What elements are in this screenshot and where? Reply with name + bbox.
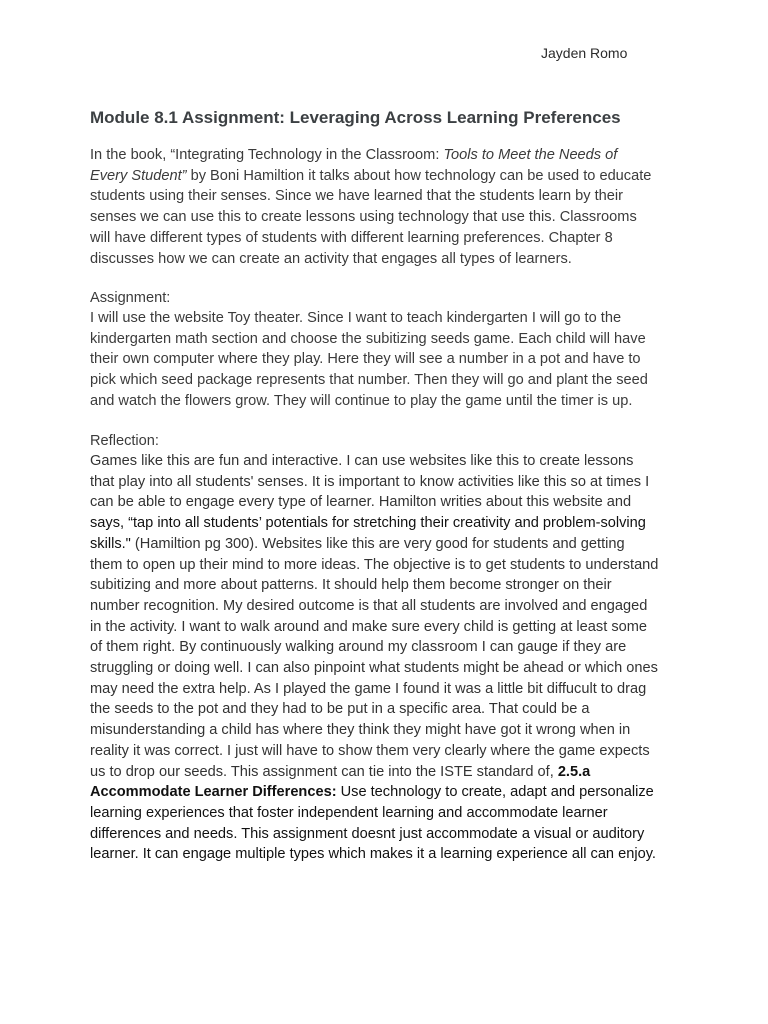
reflection-line [90, 762, 690, 783]
reflection-line: of them right. By continuously walking around my classroom I can gauge if they are [90, 639, 627, 656]
iste-standard-number: 2.5.a [557, 763, 591, 780]
reflection-line: that play into all students' senses. It is important to know activities like this so at times I [90, 473, 650, 490]
reflection-line: Games like this are fun and interactive. I can use websites like this to create lessons [90, 453, 634, 469]
reflection-text: (Hamiltion pg 300). Websites like this are very good for students and getting [130, 535, 625, 552]
reflection-text: us to drop our seeds. This assignment can tie into the ISTE standard of, [90, 763, 558, 780]
assignment-paragraph [90, 308, 690, 412]
reflection-line [90, 782, 690, 803]
assignment-line: their own computer where they play. Here they will see a number in a pot and have to [90, 351, 641, 368]
reflection-heading: Reflection: [90, 433, 159, 449]
reflection-line: them to open up their mind to more ideas. The objective is to get students to understand [90, 556, 659, 573]
reflection-line: reality it was correct. I just will have to show them very clearly where the game expects [90, 742, 650, 759]
intro-text: by Boni Hamiltion it talks about how technology can be used to educate [186, 167, 652, 184]
assignment-line: kindergarten math section and choose the subitizing seeds game. Each child will have [90, 330, 646, 347]
intro-line [90, 166, 690, 187]
reflection-line: differences and needs. This assignment doesnt just accommodate a visual or auditory [90, 825, 645, 842]
reflection-line: struggling or doing well. I can also pinpoint what students might be ahead or which ones [90, 660, 658, 677]
book-title-italic: Tools to Meet the Needs of [443, 147, 618, 163]
intro-line: students using their senses. Since we have learned that the students learn by their [90, 188, 623, 205]
assignment-line: I will use the website Toy theater. Since I want to teach kindergarten I will go to the [90, 310, 622, 326]
intro-line [90, 145, 690, 166]
assignment-heading: Assignment: [90, 290, 171, 306]
reflection-line: number recognition. My desired outcome is that all students are involved and engaged [90, 597, 648, 614]
author-name: Jayden Romo [541, 45, 628, 61]
intro-paragraph [90, 145, 690, 269]
quote-line: says, “tap into all students’ potentials for stretching their creativity and problem-solving [90, 515, 646, 532]
quote-end: skills." [90, 535, 131, 552]
reflection-line: may need the extra help. As I played the game I found it was a little bit diffucult to drag [90, 680, 647, 697]
intro-text: In the book, “Integrating Technology in the Classroom: [90, 147, 444, 163]
reflection-paragraph [90, 451, 690, 865]
iste-standard-text: Use technology to create, adapt and personalize [336, 784, 654, 801]
reflection-line: learning experiences that foster independent learning and accommodate learner [90, 804, 608, 821]
reflection-line: misunderstanding a child has where they think they might have got it wrong when in [90, 722, 631, 739]
assignment-line: and watch the flowers grow. They will continue to play the game until the timer is up. [90, 392, 633, 409]
reflection-line: the seeds to the pot and they had to be put in a specific area. That could be a [90, 701, 590, 718]
reflection-line: in the activity. I want to walk around and make sure every child is getting at least some [90, 618, 647, 635]
document-title: Module 8.1 Assignment: Leveraging Across Learning Preferences [90, 108, 621, 127]
reflection-line: can be able to engage every type of learner. Hamilton writies about this website and [90, 494, 632, 511]
book-title-italic: Every Student” [90, 167, 187, 184]
iste-standard-title: Accommodate Learner Differences: [90, 784, 337, 801]
reflection-line: subitizing and more about patterns. It should help them become stronger on their [90, 577, 612, 594]
intro-line: senses we can use this to create lessons using technology that use this. Classrooms [90, 209, 637, 226]
reflection-line: learner. It can engage multiple types which makes it a learning experience all can enjoy. [90, 846, 656, 863]
intro-line: will have different types of students with different learning preferences. Chapter 8 [90, 229, 613, 246]
reflection-line [90, 534, 690, 555]
intro-line: discusses how we can create an activity that engages all types of learners. [90, 250, 572, 267]
assignment-line: pick which seed package represents that number. Then they will go and plant the seed [90, 372, 648, 389]
